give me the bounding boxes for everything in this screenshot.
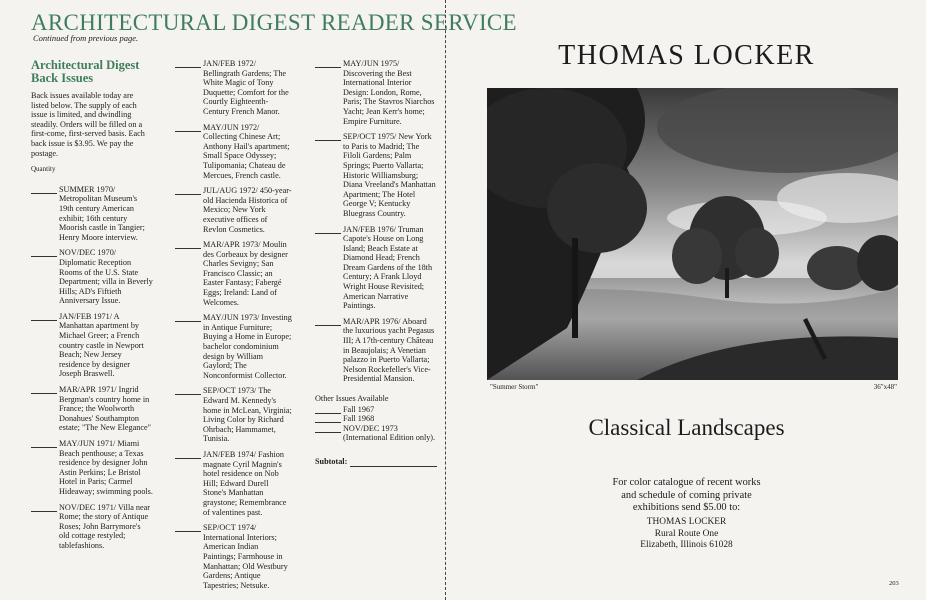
- ad-tagline: Classical Landscapes: [588, 415, 785, 440]
- issue-text: MAR/APR 1971/ Ingrid Bergman's country home in France; the Woolworth Donahues' Southampton estate; "The New Elegance": [59, 385, 151, 433]
- address-line: Rural Route One: [654, 528, 719, 539]
- subtotal-label: Subtotal:: [315, 456, 348, 466]
- address-line: Elizabeth, Illinois 61028: [640, 540, 733, 550]
- quantity-blank[interactable]: [175, 458, 201, 459]
- quantity-blank[interactable]: [315, 140, 341, 141]
- address-line: THOMAS LOCKER: [646, 517, 727, 527]
- issue-item[interactable]: [175, 386, 293, 444]
- issues-column-2: [175, 59, 293, 596]
- artist-name: THOMAS LOCKER: [558, 40, 815, 71]
- other-issue-item[interactable]: [315, 414, 437, 424]
- issue-text: MAY/JUN 1973/ Investing in Antique Furniture; Buying a Home in Europe; bachelor condominium design by William Gaylord; The Nonconformist Collector.: [203, 313, 292, 380]
- intro-text: Back issues available today are listed below. The supply of each issue is limited, and dwindling steadily. Orders will be filled on a first-come, first-served basis. Each back issue is $3.95. We pay the postage.: [31, 91, 145, 158]
- other-issue-text: Fall 1968: [343, 414, 375, 424]
- issue-text: SEP/OCT 1974/ International Interiors; American Indian Paintings; Farmhouse in Manhattan; Old Westbury Gardens; Antique Tapestries; Netsuke.: [203, 523, 288, 590]
- quantity-blank[interactable]: [175, 131, 201, 132]
- page-fold-divider: [445, 0, 446, 600]
- advertisement-page: [447, 0, 926, 600]
- issue-text: JAN/FEB 1971/ A Manhattan apartment by Michael Greer; a French country castle in Newport Beach; New Jersey residence by designer Joseph Braswell.: [59, 311, 144, 379]
- continued-note: Continued from previous page.: [33, 33, 139, 43]
- issue-text: NOV/DEC 1971/ Villa near Rome; the story of Antique Roses; John Barrymore's old cottage restyled; tablefashions.: [59, 502, 150, 550]
- catalogue-offer: [447, 477, 926, 515]
- page-number: 203: [889, 580, 899, 587]
- subtotal-blank[interactable]: [350, 458, 437, 467]
- issue-item[interactable]: [175, 186, 293, 234]
- issue-item[interactable]: [31, 385, 153, 433]
- quantity-blank[interactable]: [31, 320, 57, 321]
- issue-item[interactable]: [175, 123, 293, 181]
- section-title-line-2: Back Issues: [31, 71, 94, 85]
- other-issues-title: Other Issues Available: [315, 394, 389, 403]
- issue-text: SEP/OCT 1973/ The Edward M. Kennedy's home in McLean, Virginia; Living Color by Richard Ohrbach; Hammamet, Tunisia.: [203, 386, 292, 444]
- issue-text: JAN/FEB 1976/ Truman Capote's House on Long Island; Beach Estate at Diamond Head; French Dream Gardens of the 18th Century; A Frank Lloyd Wright House Revisited; American Narrative Paintings.: [343, 224, 433, 311]
- quantity-blank[interactable]: [175, 531, 201, 532]
- mailing-address: [447, 517, 926, 552]
- quantity-blank[interactable]: [31, 511, 57, 512]
- quantity-blank[interactable]: [31, 193, 57, 194]
- issue-item[interactable]: [31, 185, 153, 243]
- issue-text: MAY/JUN 1975/ Discovering the Best International Interior Design: London, Rome, Paris; The Stavros Niarchos Yacht; Jean Kerr's home; Empire Furniture.: [343, 59, 435, 126]
- quantity-blank[interactable]: [31, 393, 57, 394]
- section-title-line-1: Architectural Digest: [31, 58, 140, 72]
- other-issue-text: Fall 1967: [343, 404, 375, 414]
- quantity-blank[interactable]: [175, 394, 201, 395]
- issue-item[interactable]: [31, 503, 153, 551]
- issue-text: MAY/JUN 1971/ Miami Beach penthouse; a Texas residence by designer John Astin Perkins; Le Bristol Hotel in Paris; Carmel Hideaway; swimming pools.: [59, 439, 153, 496]
- issue-item[interactable]: [175, 450, 293, 517]
- quantity-blank[interactable]: [31, 256, 57, 257]
- quantity-blank[interactable]: [175, 321, 201, 322]
- quantity-blank[interactable]: [315, 432, 341, 433]
- issue-item[interactable]: [315, 59, 437, 126]
- issue-text: MAR/APR 1976/ Aboard the luxurious yacht Pegasus III; A 17th-century Château in Beaujolais; A Venetian palazzo in Puerto Vallarta; Nelson Rockefeller's Vice-Presidential Mansion.: [343, 316, 435, 384]
- section-title: [31, 59, 153, 85]
- quantity-blank[interactable]: [175, 248, 201, 249]
- quantity-blank[interactable]: [175, 194, 201, 195]
- quantity-label: Quantity: [31, 165, 56, 174]
- issue-item[interactable]: [175, 523, 293, 590]
- issue-item[interactable]: [315, 317, 437, 384]
- issue-item[interactable]: [31, 312, 153, 379]
- issue-text: JAN/FEB 1972/ Bellingrath Gardens; The White Magic of Tony Duquette; Comfort for the Courtly Eighteenth-Century French Manor.: [203, 59, 289, 116]
- offer-line: and schedule of coming private: [621, 489, 752, 501]
- issue-item[interactable]: [315, 225, 437, 311]
- issue-text: SUMMER 1970/ Metropolitan Museum's 19th century American exhibit; 16th century Moorish castle in Tangier; Henry Moore interview.: [59, 184, 145, 242]
- painting-dimensions: 36"x48": [873, 383, 897, 391]
- offer-line: exhibitions send $5.00 to:: [632, 502, 741, 513]
- issues-column-3: [315, 59, 437, 467]
- landscape-painting: [487, 88, 898, 380]
- issue-text: JAN/FEB 1974/ Fashion magnate Cyril Magnin's hotel residence on Nob Hill; Edward Durell Stone's Manhattan graystone; Remembrance of valentines past.: [203, 449, 287, 517]
- issue-text: MAY/JUN 1972/ Collecting Chinese Art; Anthony Hail's apartment; Small Space Odyssey; Tulipomania; Chateau de Mercues, French castle.: [203, 122, 290, 180]
- issue-item[interactable]: [31, 248, 153, 306]
- other-issue-item[interactable]: [315, 424, 437, 443]
- issue-item[interactable]: [315, 132, 437, 218]
- quantity-blank[interactable]: [315, 233, 341, 234]
- subtotal-row: [315, 457, 437, 467]
- issue-text: SEP/OCT 1975/ New York to Paris to Madrid; The Filoli Gardens; Palm Springs; Puerto Vallarta; Historic Williamsburg; Diana Vreeland's Manhattan Apartment; The Hotel George V; Kentucky Bluegrass Country.: [343, 132, 436, 218]
- issue-item[interactable]: [175, 59, 293, 117]
- issue-item[interactable]: [175, 240, 293, 307]
- issue-text: NOV/DEC 1970/ Diplomatic Reception Rooms of the U.S. State Department; villa in Beverly Hills; AD's Fiftieth Anniversary Issue.: [59, 248, 153, 306]
- issue-item[interactable]: [175, 313, 293, 380]
- other-issue-text: NOV/DEC 1973 (International Edition only).: [343, 423, 436, 443]
- quantity-blank[interactable]: [315, 325, 341, 326]
- reader-service-header: ARCHITECTURAL DIGEST READER SERVICE: [31, 10, 517, 35]
- quantity-blank[interactable]: [175, 67, 201, 68]
- issue-item[interactable]: [31, 439, 153, 497]
- offer-line: For color catalogue of recent works: [612, 477, 761, 488]
- issue-text: JUL/AUG 1972/ 450-year-old Hacienda Historica of Mexico; New York executive offices of Revlon Cosmetics.: [203, 186, 292, 234]
- issue-text: MAR/APR 1973/ Moulin des Corbeaux by designer Charles Sevigny; San Francisco Classic; an Easter Fantasy; Fabergé Eggs; Ireland: Land of Welcomes.: [203, 240, 288, 307]
- issues-column-1: [31, 59, 153, 557]
- quantity-blank[interactable]: [315, 67, 341, 68]
- other-issue-item[interactable]: [315, 405, 437, 415]
- quantity-blank[interactable]: [31, 447, 57, 448]
- painting-title: "Summer Storm": [490, 383, 539, 391]
